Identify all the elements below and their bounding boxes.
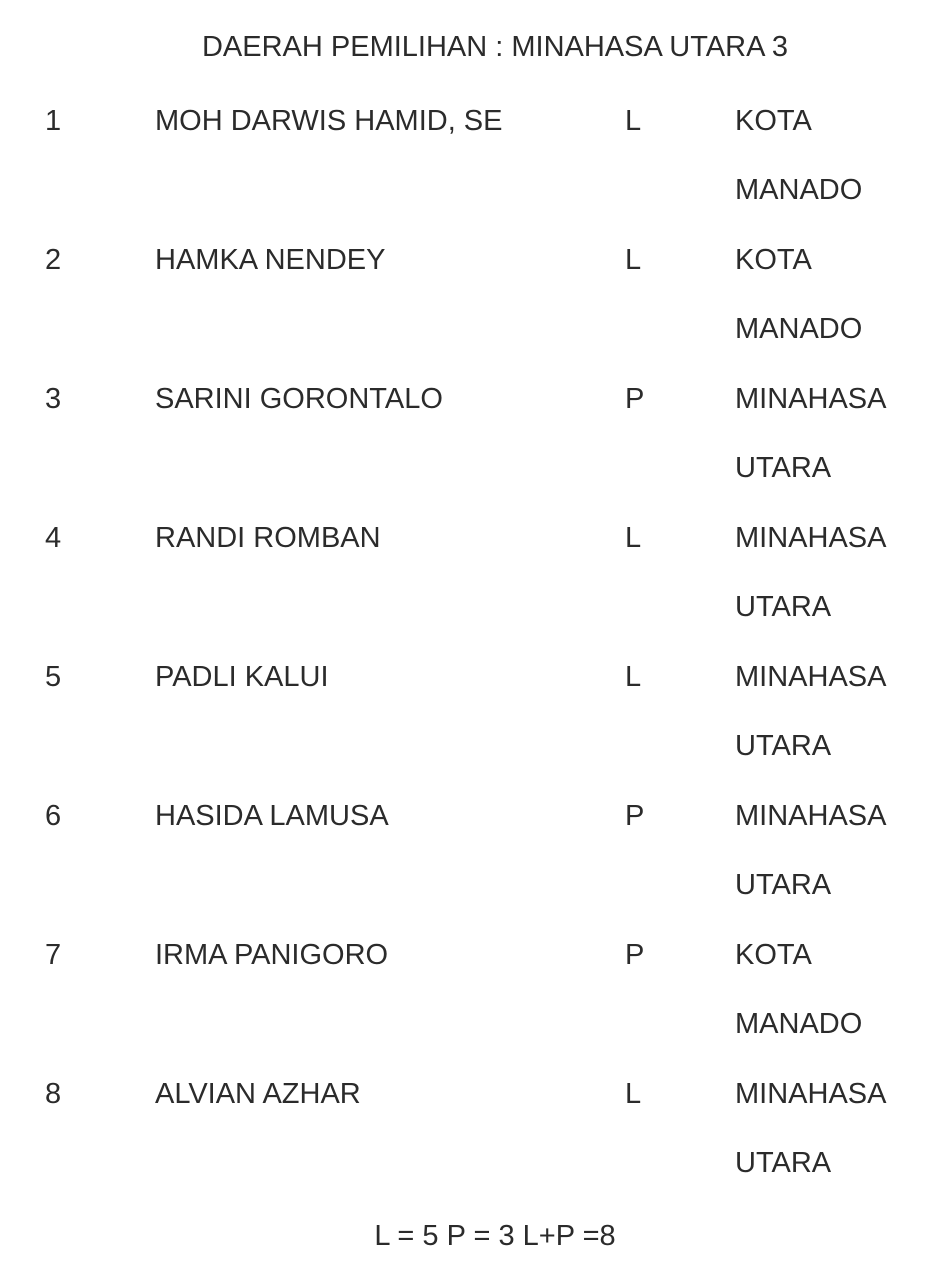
region-line-2: UTARA — [735, 869, 832, 901]
candidate-region — [735, 365, 886, 503]
row-number: 7 — [45, 939, 62, 971]
candidate-sex: L — [625, 105, 642, 137]
region-line-1: MINAHASA — [735, 1078, 887, 1110]
region-line-1: KOTA — [735, 939, 812, 971]
candidate-region — [735, 921, 862, 1059]
row-number: 4 — [45, 522, 62, 554]
candidate-sex: P — [625, 383, 645, 415]
candidate-sex: P — [625, 800, 645, 832]
row-number: 1 — [45, 105, 62, 137]
candidate-name: HAMKA NENDEY — [155, 244, 386, 276]
region-line-2: UTARA — [735, 452, 832, 484]
candidate-name: PADLI KALUI — [155, 661, 329, 693]
table-row — [0, 921, 945, 1060]
row-number: 8 — [45, 1078, 62, 1110]
row-number: 5 — [45, 661, 62, 693]
candidate-name: MOH DARWIS HAMID, SE — [155, 105, 503, 137]
candidate-name: ALVIAN AZHAR — [155, 1078, 361, 1110]
region-line-2: MANADO — [735, 174, 863, 206]
candidate-sex: P — [625, 939, 645, 971]
region-line-1: MINAHASA — [735, 522, 887, 554]
candidate-region — [735, 87, 862, 225]
region-line-2: UTARA — [735, 730, 832, 762]
region-line-2: UTARA — [735, 591, 832, 623]
row-number: 6 — [45, 800, 62, 832]
region-line-2: MANADO — [735, 313, 863, 345]
candidate-sex: L — [625, 661, 642, 693]
candidate-table — [0, 87, 945, 1199]
region-line-1: KOTA — [735, 244, 812, 276]
table-row — [0, 1060, 945, 1199]
candidate-region — [735, 504, 886, 642]
candidate-name: RANDI ROMBAN — [155, 522, 381, 554]
region-line-1: KOTA — [735, 105, 812, 137]
region-line-2: MANADO — [735, 1008, 863, 1040]
candidate-region — [735, 226, 862, 364]
candidate-sex: L — [625, 522, 642, 554]
table-row — [0, 782, 945, 921]
table-row — [0, 643, 945, 782]
row-number: 3 — [45, 383, 62, 415]
candidate-sex: L — [625, 244, 642, 276]
candidate-name: SARINI GORONTALO — [155, 383, 443, 415]
candidate-name: IRMA PANIGORO — [155, 939, 389, 971]
table-row — [0, 504, 945, 643]
table-row — [0, 365, 945, 504]
table-row — [0, 226, 945, 365]
candidate-region — [735, 643, 886, 781]
candidate-region — [735, 782, 886, 920]
region-line-1: MINAHASA — [735, 800, 887, 832]
candidate-region — [735, 1060, 886, 1198]
region-line-1: MINAHASA — [735, 383, 887, 415]
row-number: 2 — [45, 244, 62, 276]
region-line-1: MINAHASA — [735, 661, 887, 693]
candidate-name: HASIDA LAMUSA — [155, 800, 389, 832]
table-row — [0, 87, 945, 226]
gender-summary: L = 5 P = 3 L+P =8 — [374, 1220, 616, 1252]
candidate-sex: L — [625, 1078, 642, 1110]
region-line-2: UTARA — [735, 1147, 832, 1179]
document-title: DAERAH PEMILIHAN : MINAHASA UTARA 3 — [201, 31, 789, 63]
